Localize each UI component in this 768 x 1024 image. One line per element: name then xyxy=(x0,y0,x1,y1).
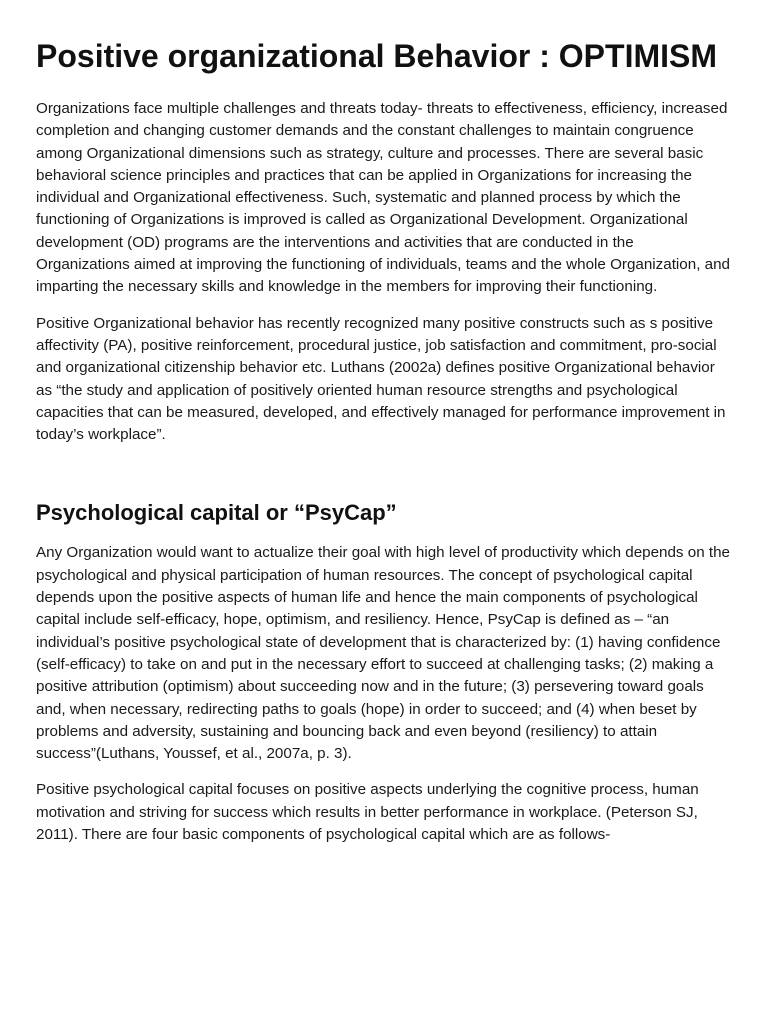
section-heading-psycap: Psychological capital or “PsyCap” xyxy=(36,500,397,526)
psycap-paragraph-components: Positive psychological capital focuses on positive aspects underlying the cognitive process, human motivation and striving for success which results in better performance in workplace. (Peterson SJ, 2011). There are four basic components of psychological capital which are as follows- xyxy=(36,781,699,844)
intro-paragraph-pob: Positive Organizational behavior has recently recognized many positive constructs such as s positive affectivity (PA), positive reinforcement, procedural justice, job satisfaction and commitment, pro-social and organizational citizenship behavior etc. Luthans (2002a) defines positive Organizational behavior as “the study and application of positively oriented human resource strengths and psychological capacities that can be measured, developed, and effectively managed for performance improvement in today’s workplace”. xyxy=(36,314,726,444)
page-title: Positive organizational Behavior : OPTIMISM xyxy=(36,38,717,74)
intro-paragraph-od: Organizations face multiple challenges and threats today- threats to effectiveness, efficiency, increased completion and changing customer demands and the constant challenges to maintain congruence among Organizational dimensions such as strategy, culture and processes. There are several basic behavioral science principles and practices that can be applied in Organizations for increasing the individual and Organizational effectiveness. Such, systematic and planned process by which the functioning of Organizations is improved is called as Organizational Development. Organizational development (OD) programs are the interventions and activities that are conducted in the Organizations aimed at improving the functioning of individuals, teams and the whole Organization, and imparting the necessary skills and knowledge in the members for improving their functioning. xyxy=(36,100,730,296)
psycap-paragraph-definition: Any Organization would want to actualize their goal with high level of productivity which depends on the psychological and physical participation of human resources. The concept of psychological capital depends upon the positive aspects of human life and hence the main components of psychological capital include self-efficacy, hope, optimism, and resiliency. Hence, PsyCap is defined as – “an individual’s positive psychological state of development that is characterized by: (1) having confidence (self-efficacy) to take on and put in the necessary effort to succeed at challenging tasks; (2) making a positive attribution (optimism) about succeeding now and in the future; (3) persevering toward goals and, when necessary, redirecting paths to goals (hope) in order to succeed; and (4) when beset by problems and adversity, sustaining and bouncing back and even beyond (resiliency) to attain success”(Luthans, Youssef, et al., 2007a, p. 3). xyxy=(36,544,730,763)
